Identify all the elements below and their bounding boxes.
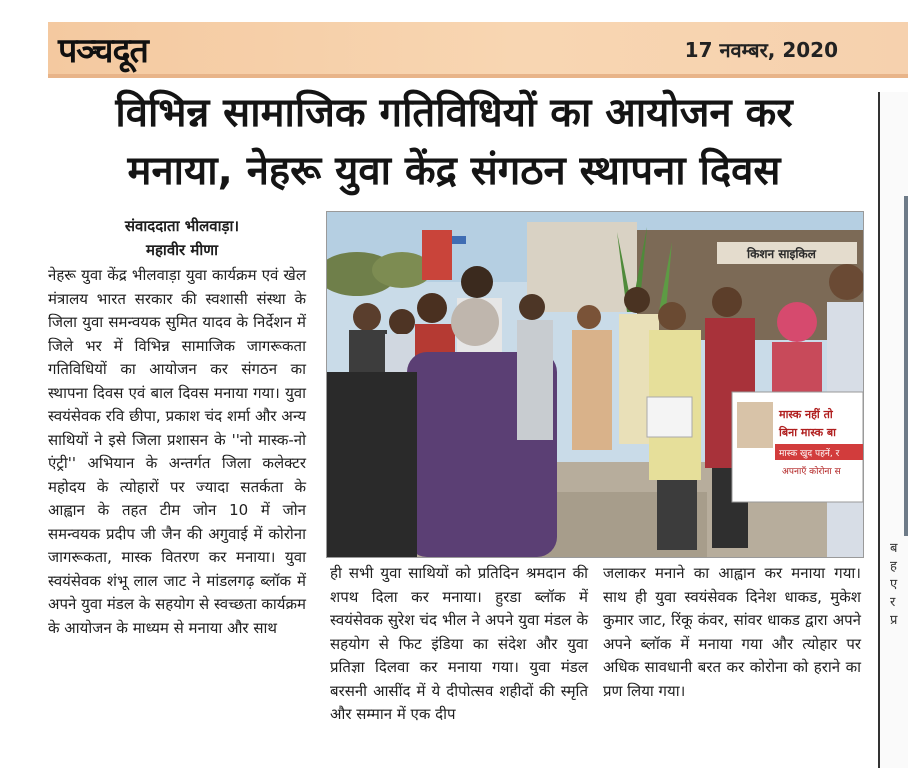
adjacent-photo-edge xyxy=(904,196,908,536)
shop-sign: किशन साइकिल xyxy=(747,247,816,261)
poster-text-2: बिना मास्क बा xyxy=(779,426,837,439)
adjacent-char: ब xyxy=(890,541,898,556)
headline-line-2: मनाया, नेहरू युवा केंद्र संगठन स्थापना दिवस xyxy=(127,148,781,194)
poster-text-1: मास्क नहीं तो xyxy=(779,408,833,421)
byline-author: महावीर मीणा xyxy=(146,241,218,259)
newspaper-brand: पञ्चदूत xyxy=(58,31,148,71)
headline-line-1: विभिन्न सामाजिक गतिविधियों का आयोजन कर xyxy=(115,90,793,136)
column-divider xyxy=(878,92,880,768)
masthead-band xyxy=(48,22,908,78)
poster-text-3: मास्क खुद पहनें, र xyxy=(779,449,840,459)
article-column-2: ही सभी युवा साथियों को प्रतिदिन श्रमदान की शपथ दिला कर मनाया। हुरडा ब्लॉक में स्वयंसेवक सुरेश चंद भील ने अपने युवा मंडल के सहयोग से फिट इंडिया का संदेश और युवा प्रतिज्ञा दिलवा कर मनाया गया। युवा मंडल बरसनी आसींद में ये दीपोत्सव शहीदों की स्मृति और सम्मान में एक दीप xyxy=(330,564,588,723)
poster-text-4: अपनाएँ कोरोना स xyxy=(782,467,841,477)
adjacent-char: र xyxy=(890,595,896,610)
byline-place: संवाददाता भीलवाड़ा। xyxy=(124,217,240,235)
issue-date: 17 नवम्बर, 2020 xyxy=(684,38,838,62)
adjacent-char: प्र xyxy=(890,613,898,628)
adjacent-char: ह xyxy=(890,559,897,574)
article-photo xyxy=(326,211,864,558)
article-column-1: नेहरू युवा केंद्र भीलवाड़ा युवा कार्यक्रम एवं खेल मंत्रालय भारत सरकार की स्वशासी संस्था के जिला युवा समन्वयक सुमित यादव के निर्देशन में जिले भर में विभिन्न सामाजिक जागरूकता गतिविधियों का आयोजन कर संगठन का स्थापना दिवस एवं बाल दिवस मनाया गया। युवा स्वयंसेवक रवि छीपा, प्रकाश चंद शर्मा और अन्य साथियों ने इसे जिला प्रशासन के ''नो मास्क-नो एंट्री'' अभियान के अन्तर्गत जिला कलेक्टर महोदय के त्योहारों पर ज्यादा सतर्कता के आह्वान के तहत टीम जोन 10 में जोन समन्वयक प्रदीप जी जैन की अगुवाई में कोरोना जागरूकता, मास्क वितरण कर मनाया। युवा स्वयंसेवक शंभू लाल जाट ने मांडलगढ़ ब्लॉक में अपने युवा मंडल के सहयोग से स्वच्छता कार्यक्रम के आयोजन के माध्यम से मनाया और साथ xyxy=(48,266,306,637)
adjacent-char: ए xyxy=(890,577,898,592)
article-column-3: जलाकर मनाने का आह्वान कर मनाया गया। साथ ही युवा स्वयंसेवक दिनेश धाकड, मुकेश कुमार जाट, रिंकू कंवर, सांवर धाकड द्वारा अपने अपने ब्लॉक में मनाया गया और त्योहार पर अधिक सावधानी बरत कर कोरोना को हराने का प्रण लिया गया। xyxy=(603,564,861,700)
adjacent-article-text xyxy=(890,540,908,630)
article-headline xyxy=(40,84,868,200)
